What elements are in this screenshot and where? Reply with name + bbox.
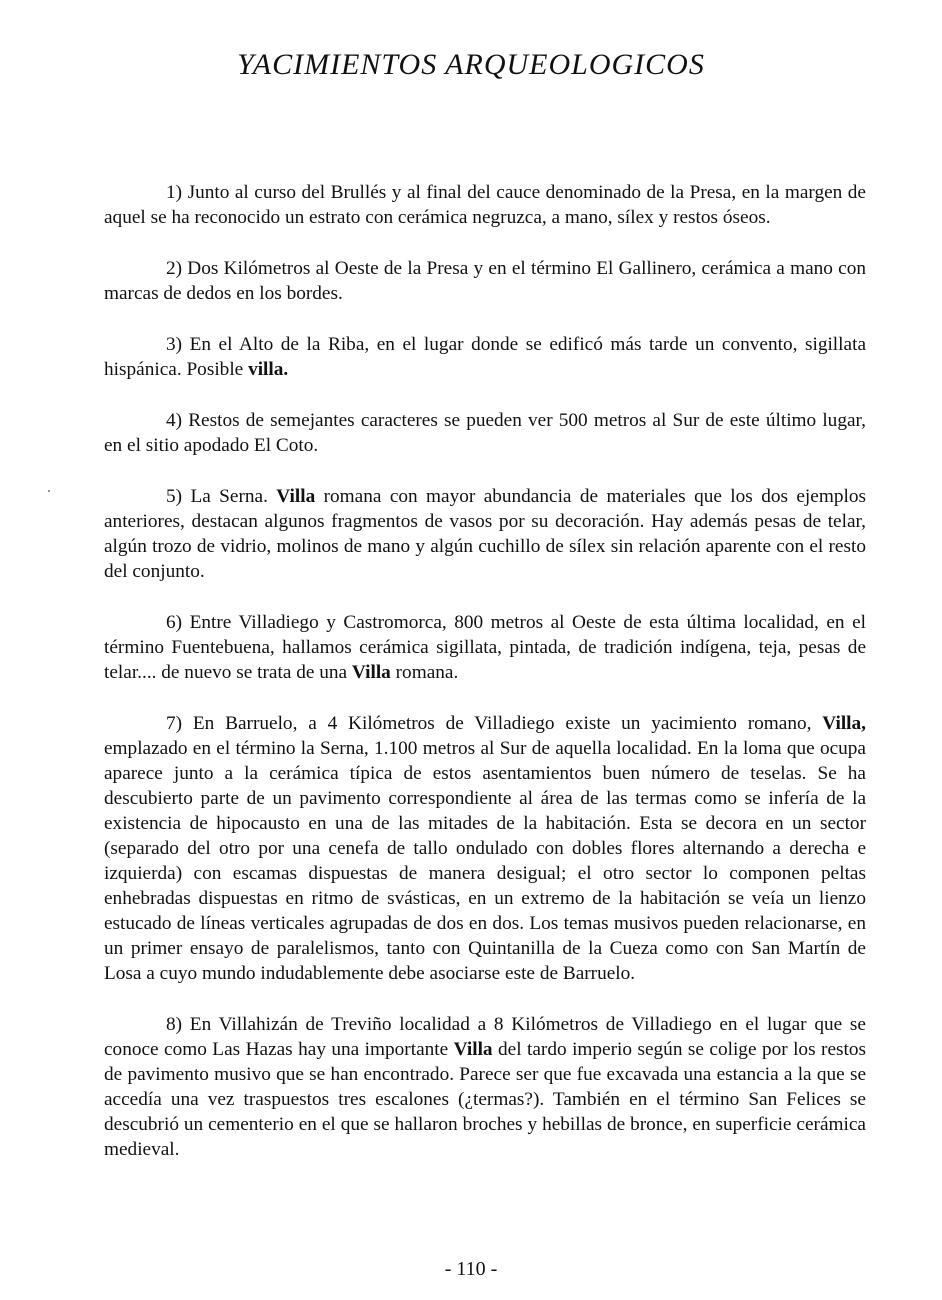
villa-term: Villa [453, 1039, 493, 1060]
villa-term: Villa [276, 486, 316, 507]
scan-speck [48, 490, 50, 492]
page-title: YACIMIENTOS ARQUEOLOGICOS [237, 48, 705, 81]
villa-term: Villa, [822, 713, 866, 734]
paragraph-1 [104, 180, 866, 230]
paragraph-text: romana con mayor abundancia de materiales que los dos ejemplos anteriores, destacan algunos fragmentos de vasos por su decoración. Hay además pesas de telar, algún trozo de vidrio, molinos de mano y algún cuchillo de sílex sin relación aparente con el resto del conjunto. [104, 486, 866, 582]
body-text [104, 180, 866, 1188]
paragraph-text: 1) Junto al curso del Brullés y al final del cauce denominado de la Presa, en la margen de aquel se ha reconocido un estrato con cerámica negruzca, a mano, sílex y restos óseos. [104, 182, 866, 228]
paragraph-6 [104, 610, 866, 685]
villa-term: Villa [351, 662, 391, 683]
paragraph-2 [104, 256, 866, 306]
paragraph-text: 4) Restos de semejantes caracteres se pueden ver 500 metros al Sur de este último lugar, en el sitio apodado El Coto. [104, 410, 866, 456]
paragraph-5 [104, 484, 866, 584]
paragraph-text: emplazado en el término la Serna, 1.100 metros al Sur de aquella localidad. En la loma que ocupa aparece junto a la cerámica típica de estos asentamientos buen número de teselas. Se ha descubierto parte de un pavimento correspondiente al área de las termas como se infería de la existencia de hipocausto en una de las mitades de la habitación. Esta se decora en un sector (separado del otro por una cenefa de tallo ondulado con dobles flores alternando a derecha e izquierda) con escamas dispuestas de manera desigual; el otro sector lo componen peltas enhebradas dispuestas en ritmo de svásticas, en un extremo de la habitación se veía un lienzo estucado de líneas verticales agrupadas de dos en dos. Los temas musivos pueden relacionarse, en un primer ensayo de paralelismos, tanto con Quintanilla de la Cueza como con San Martín de Losa a cuyo mundo indudablemente debe asociarse este de Barruelo. [104, 738, 866, 984]
paragraph-text: 5) La Serna. [166, 486, 277, 507]
paragraph-3 [104, 332, 866, 382]
villa-term: villa. [248, 359, 289, 380]
paragraph-7 [104, 711, 866, 986]
paragraph-text: del tardo imperio según se colige por los restos de pavimento musivo que se han encontrado. Parece ser que fue excavada una estancia a la que se accedía una vez traspuestos tres escalones (¿termas?). También en el término San Felices se descubrió un cementerio en el que se hallaron broches y hebillas de bronce, en superficie cerámica medieval. [104, 1039, 867, 1160]
paragraph-text: 2) Dos Kilómetros al Oeste de la Presa y en el término El Gallinero, cerámica a mano con marcas de dedos en los bordes. [104, 258, 866, 304]
paragraph-text: romana. [390, 662, 459, 683]
paragraph-text: 8) En Villahizán de Treviño localidad a 8 Kilómetros de Villadiego en el lugar que se conoce como Las Hazas hay una importante [104, 1014, 866, 1060]
page-number: - 110 - [444, 1258, 498, 1280]
paragraph-8 [104, 1012, 866, 1162]
paragraph-text: 6) Entre Villadiego y Castromorca, 800 metros al Oeste de esta última localidad, en el término Fuentebuena, hallamos cerámica sigillata, pintada, de tradición indígena, teja, pesas de telar.... de nuevo se trata de una [104, 612, 866, 683]
paragraph-text: 3) En el Alto de la Riba, en el lugar donde se edificó más tarde un convento, sigillata hispánica. Posible [104, 334, 866, 380]
paragraph-text: 7) En Barruelo, a 4 Kilómetros de Villadiego existe un yacimiento romano, [166, 713, 823, 734]
paragraph-4 [104, 408, 866, 458]
